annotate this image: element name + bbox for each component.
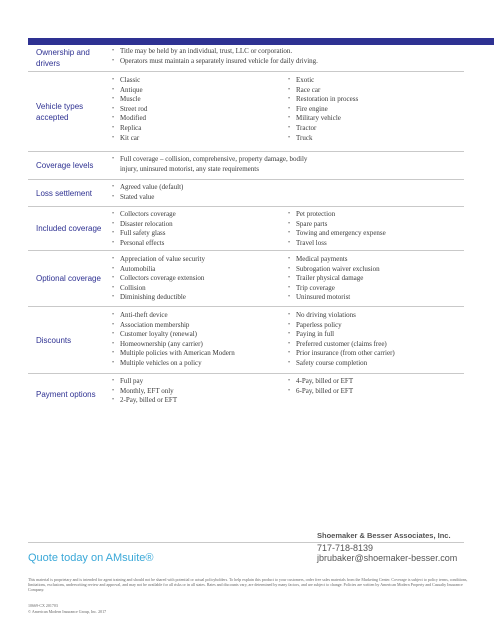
list-item: • Collision	[112, 284, 288, 294]
list-item: • Diminishing deductible	[112, 293, 288, 303]
list-item: • Stated value	[112, 193, 464, 203]
list-item: • Classic	[112, 76, 288, 86]
list-item: • Muscle	[112, 95, 288, 105]
list-item: • Automobilia	[112, 265, 288, 275]
list-item: • Agreed value (default)	[112, 183, 464, 193]
list-item: • Full safety glass	[112, 229, 288, 239]
list-item: • Operators must maintain a separately insured vehicle for daily driving.	[112, 57, 464, 67]
list-item: • Exotic	[288, 76, 464, 86]
list-item: • Pet protection	[288, 210, 464, 220]
table-row-discounts	[28, 307, 464, 374]
bullet-list	[112, 210, 288, 250]
list-item: • Spare parts	[288, 220, 464, 230]
bullet-list	[112, 76, 288, 151]
quote-tagline: Quote today on AMsuite®	[28, 552, 154, 564]
list-item: • Multiple vehicles on a policy	[112, 359, 288, 369]
contact-email: jbrubaker@shoemaker-besser.com	[317, 553, 458, 563]
list-item: • Prior insurance (from other carrier)	[288, 349, 464, 359]
list-item: • Customer loyalty (renewal)	[112, 330, 288, 340]
bullet-list	[112, 377, 288, 414]
row-label: Coverage levels	[36, 161, 94, 170]
list-item: • Military vehicle	[288, 114, 464, 124]
bullet-list	[288, 255, 464, 306]
list-item: • Truck	[288, 134, 464, 144]
bullet-list	[112, 183, 464, 206]
bullet-list	[288, 311, 464, 373]
row-label: Ownership and drivers	[36, 48, 90, 68]
list-item: • Fire engine	[288, 105, 464, 115]
contact-phone: 717-718-8139	[317, 543, 374, 553]
coverage-table	[28, 45, 464, 414]
form-number: 10669-CX 201703	[28, 603, 58, 608]
table-row-optional-coverage	[28, 251, 464, 307]
list-item: • Appreciation of value security	[112, 255, 288, 265]
row-label: Loss settlement	[36, 188, 93, 198]
bullet-list	[112, 47, 464, 71]
list-item: • Paying in full	[288, 330, 464, 340]
table-row-included-coverage	[28, 207, 464, 251]
list-item: • Kit car	[112, 134, 288, 144]
company-name: Shoemaker & Besser Associates, Inc.	[317, 531, 451, 540]
list-item: • Replica	[112, 124, 288, 134]
row-label: Optional coverage	[36, 274, 101, 283]
list-item: • 2-Pay, billed or EFT	[112, 396, 288, 406]
list-item: • 6-Pay, billed or EFT	[288, 387, 464, 397]
list-item: • Full pay	[112, 377, 288, 387]
list-item: • Disaster relocation	[112, 220, 288, 230]
list-item: • Title may be held by an individual, trust, LLC or corporation.	[112, 47, 464, 57]
list-item: • Trip coverage	[288, 284, 464, 294]
list-item: • Paperless policy	[288, 321, 464, 331]
list-item: • Tractor	[288, 124, 464, 134]
table-row-ownership	[28, 45, 464, 72]
list-item: • No driving violations	[288, 311, 464, 321]
bullet-list	[112, 311, 288, 373]
bullet-list	[288, 210, 464, 250]
copyright-text: © American Modern Insurance Group, Inc. 2017	[28, 608, 107, 614]
table-row-loss-settlement	[28, 180, 464, 207]
bullet-list	[288, 377, 464, 414]
list-item: • Trailer physical damage	[288, 274, 464, 284]
bullet-list	[112, 155, 464, 179]
row-label: Payment options	[36, 389, 96, 399]
list-item: • Subrogation waiver exclusion	[288, 265, 464, 275]
row-label: Included coverage	[36, 224, 102, 233]
list-item: • Towing and emergency expense	[288, 229, 464, 239]
list-item: • Full coverage – collision, comprehensive, property damage, bodily	[112, 155, 464, 165]
list-item: • Collectors coverage	[112, 210, 288, 220]
list-item: • Antique	[112, 86, 288, 96]
document-code-block	[28, 603, 106, 614]
list-item: • Homeownership (any carrier)	[112, 340, 288, 350]
header-accent-band	[28, 38, 494, 45]
list-item: • Travel loss	[288, 239, 464, 249]
footer-divider	[28, 542, 464, 543]
list-item: • Safety course completion	[288, 359, 464, 369]
list-item: • Preferred customer (claims free)	[288, 340, 464, 350]
list-item: • Multiple policies with American Modern	[112, 349, 288, 359]
list-item: • Race car	[288, 86, 464, 96]
list-item: • Modified	[112, 114, 288, 124]
list-item: • Personal effects	[112, 239, 288, 249]
table-row-vehicle-types	[28, 72, 464, 152]
list-item: • Restoration in process	[288, 95, 464, 105]
list-item: • Association membership	[112, 321, 288, 331]
table-row-coverage-levels	[28, 152, 464, 180]
table-row-payment-options	[28, 374, 464, 414]
row-label: Vehicle types accepted	[36, 101, 84, 122]
list-item: • 4-Pay, billed or EFT	[288, 377, 464, 387]
bullet-list	[112, 255, 288, 306]
list-item: • Medical payments	[288, 255, 464, 265]
list-item: • Street rod	[112, 105, 288, 115]
list-item: • Collectors coverage extension	[112, 274, 288, 284]
bullet-list	[288, 76, 464, 151]
list-item: • Anti-theft device	[112, 311, 288, 321]
row-label: Discounts	[36, 335, 72, 345]
list-item: • Monthly, EFT only	[112, 387, 288, 397]
disclaimer-text: This material is proprietary and is intended for agent training and should not be shared with potential or actual policyholders. To help explain this product to your customers, order free sales materials from the Marketing Center. Coverage is subject to policy terms, conditions, limitations, exclusions, underwriting review and approval, and may not be available for all risks or in all states. Rates and discounts vary, are determined by many factors, and are subject to change. Policies are written by American Modern Property and Casualty Insurance Company.	[28, 577, 468, 592]
list-item: • Uninsured motorist	[288, 293, 464, 303]
list-item-continuation: injury, uninsured motorist, any state requirements	[120, 164, 259, 173]
